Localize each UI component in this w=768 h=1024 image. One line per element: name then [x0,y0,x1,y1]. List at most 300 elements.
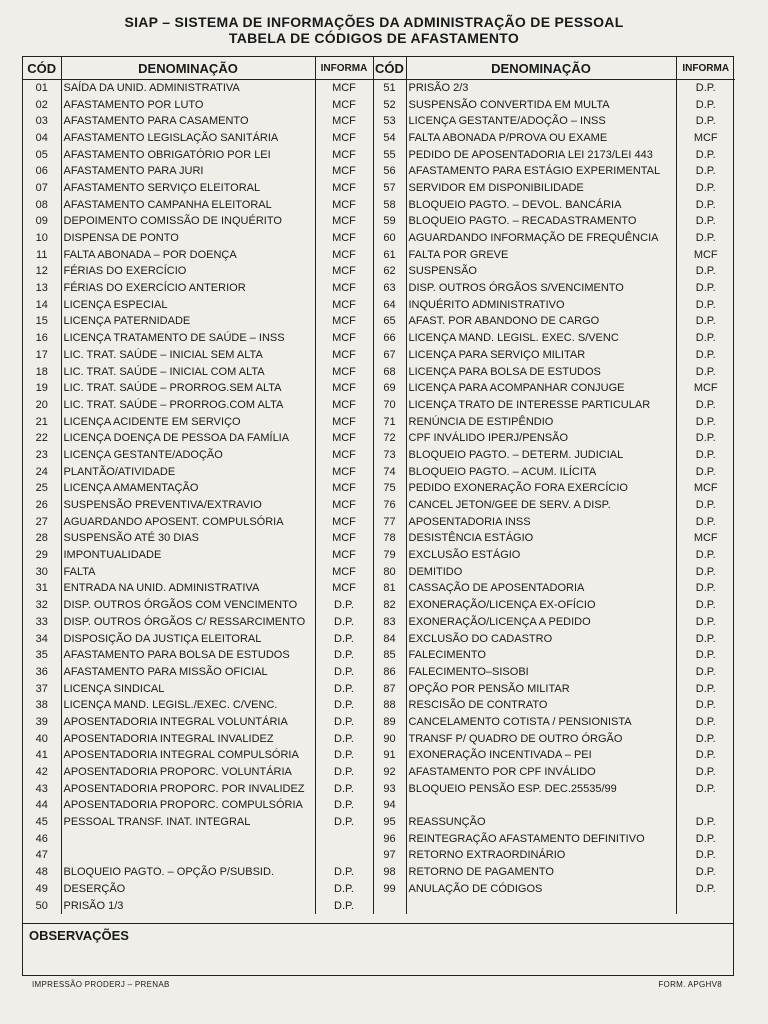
denominacao-right: FALTA ABONADA P/PROVA OU EXAME [406,130,676,147]
denominacao-left: FALTA [61,564,315,581]
informa-left: MCF [315,330,373,347]
code-right: 73 [373,447,406,464]
code-left: 48 [35,866,48,879]
code-left: 17 [35,348,48,361]
table-row [23,831,735,848]
informa-left: MCF [315,347,373,364]
code-left: 10 [35,232,48,245]
code-right: 64 [373,297,406,314]
code-right: 90 [373,731,406,748]
code-right: 81 [373,581,406,598]
table-row [23,581,735,598]
informa-left: MCF [315,514,373,531]
informa-right: D.P. [676,364,735,381]
denominacao-right: RETORNO EXTRAORDINÁRIO [406,848,676,865]
code-right: 56 [373,163,406,180]
table-header-row [23,57,735,80]
informa-right: D.P. [676,781,735,798]
code-right: 89 [373,714,406,731]
informa-right: D.P. [676,547,735,564]
informa-left: D.P. [315,681,373,698]
denominacao-right [406,798,676,815]
code-left: 36 [35,665,48,678]
code-right: 70 [373,397,406,414]
code-right: 68 [373,364,406,381]
denominacao-right: EXONERAÇÃO INCENTIVADA – PEI [406,748,676,765]
informa-right: D.P. [676,764,735,781]
table-row [23,247,735,264]
code-left: 26 [35,499,48,512]
denominacao-left: DEPOIMENTO COMISSÃO DE INQUÉRITO [61,214,315,231]
code-left: 05 [35,148,48,161]
informa-left: MCF [315,113,373,130]
denominacao-right: EXCLUSÃO DO CADASTRO [406,631,676,648]
code-left: 28 [35,532,48,545]
informa-right: D.P. [676,647,735,664]
code-left: 21 [35,415,48,428]
informa-right: D.P. [676,514,735,531]
informa-right: D.P. [676,430,735,447]
code-right: 97 [373,848,406,865]
denominacao-right: FALECIMENTO–SISOBI [406,664,676,681]
code-right: 55 [373,147,406,164]
denominacao-right: LICENÇA MAND. LEGISL. EXEC. S/VENC [406,330,676,347]
code-right: 61 [373,247,406,264]
informa-left: MCF [315,414,373,431]
code-left: 02 [35,98,48,111]
code-left: 01 [35,81,48,94]
table-row [23,714,735,731]
denominacao-right [406,898,676,915]
denominacao-right: SUSPENSÃO [406,264,676,281]
denominacao-left: AFASTAMENTO OBRIGATÓRIO POR LEI [61,147,315,164]
informa-right: MCF [676,380,735,397]
code-left: 27 [35,515,48,528]
informa-right: D.P. [676,197,735,214]
denominacao-left: PRISÃO 1/3 [61,898,315,915]
denominacao-right: EXONERAÇÃO/LICENÇA A PEDIDO [406,614,676,631]
table-row [23,414,735,431]
footer-printer: IMPRESSÃO PRODERJ – PRENAB [32,980,170,989]
informa-right: D.P. [676,414,735,431]
denominacao-left: LICENÇA MAND. LEGISL./EXEC. C/VENC. [61,697,315,714]
informa-right: D.P. [676,681,735,698]
code-left: 34 [35,632,48,645]
code-left: 45 [35,816,48,829]
informa-left: MCF [315,464,373,481]
denominacao-left: FÉRIAS DO EXERCÍCIO ANTERIOR [61,280,315,297]
denominacao-left: APOSENTADORIA INTEGRAL COMPULSÓRIA [61,748,315,765]
denominacao-left: APOSENTADORIA PROPORC. POR INVALIDEZ [61,781,315,798]
code-right: 91 [373,748,406,765]
code-right: 85 [373,647,406,664]
document-header [0,14,768,46]
table-row [23,764,735,781]
informa-right: D.P. [676,330,735,347]
denominacao-right: PEDIDO EXONERAÇÃO FORA EXERCÍCIO [406,481,676,498]
informa-left: MCF [315,564,373,581]
table-row [23,748,735,765]
table-row [23,614,735,631]
table-row [23,147,735,164]
code-left: 16 [35,332,48,345]
code-left: 33 [35,615,48,628]
denominacao-right: EXONERAÇÃO/LICENÇA EX-OFÍCIO [406,597,676,614]
informa-left: D.P. [315,731,373,748]
informa-left: MCF [315,497,373,514]
table-row [23,848,735,865]
denominacao-left: LICENÇA TRATAMENTO DE SAÚDE – INSS [61,330,315,347]
code-right: 54 [373,130,406,147]
denominacao-left: LIC. TRAT. SAÚDE – PRORROG.SEM ALTA [61,380,315,397]
informa-right: D.P. [676,180,735,197]
table-row [23,781,735,798]
denominacao-right: CASSAÇÃO DE APOSENTADORIA [406,581,676,598]
denominacao-left: AFASTAMENTO CAMPANHA ELEITORAL [61,197,315,214]
table-row [23,814,735,831]
denominacao-right: BLOQUEIO PENSÃO ESP. DEC.25535/99 [406,781,676,798]
informa-left: MCF [315,80,373,97]
table-row [23,364,735,381]
informa-left: MCF [315,97,373,114]
code-right: 71 [373,414,406,431]
code-right: 94 [373,798,406,815]
denominacao-left: APOSENTADORIA INTEGRAL VOLUNTÁRIA [61,714,315,731]
code-right: 96 [373,831,406,848]
informa-right: D.P. [676,581,735,598]
denominacao-right: CANCEL JETON/GEE DE SERV. A DISP. [406,497,676,514]
informa-left: MCF [315,430,373,447]
denominacao-left: AFASTAMENTO LEGISLAÇÃO SANITÁRIA [61,130,315,147]
informa-right: D.P. [676,731,735,748]
code-left: 09 [35,215,48,228]
informa-left: MCF [315,180,373,197]
denominacao-right: RESCISÃO DE CONTRATO [406,697,676,714]
denominacao-left: AFASTAMENTO PARA JURI [61,163,315,180]
informa-left: MCF [315,163,373,180]
table-row [23,80,735,97]
informa-left: MCF [315,397,373,414]
code-right: 72 [373,430,406,447]
code-right: 82 [373,597,406,614]
informa-left: D.P. [315,647,373,664]
informa-left: MCF [315,247,373,264]
table-row [23,214,735,231]
code-right: 52 [373,97,406,114]
table-row [23,798,735,815]
code-right: 84 [373,631,406,648]
informa-left: MCF [315,547,373,564]
denominacao-left: LICENÇA DOENÇA DE PESSOA DA FAMÍLIA [61,430,315,447]
table-row [23,697,735,714]
code-left: 47 [35,849,48,862]
system-title: SIAP – SISTEMA DE INFORMAÇÕES DA ADMINISTRAÇÃO DE PESSOAL [124,14,624,30]
code-left: 31 [35,582,48,595]
denominacao-right: RENÚNCIA DE ESTIPÊNDIO [406,414,676,431]
table-row [23,197,735,214]
code-right: 76 [373,497,406,514]
informa-left: D.P. [315,714,373,731]
code-left: 32 [35,599,48,612]
table-row [23,547,735,564]
denominacao-right: PEDIDO DE APOSENTADORIA LEI 2173/LEI 443 [406,147,676,164]
table-row [23,380,735,397]
informa-left: MCF [315,581,373,598]
denominacao-left: AFASTAMENTO SERVIÇO ELEITORAL [61,180,315,197]
denominacao-right: APOSENTADORIA INSS [406,514,676,531]
denominacao-right: LICENÇA TRATO DE INTERESSE PARTICULAR [406,397,676,414]
denominacao-right: BLOQUEIO PAGTO. – DETERM. JUDICIAL [406,447,676,464]
denominacao-right: PRISÃO 2/3 [406,80,676,97]
code-right: 63 [373,280,406,297]
informa-right: D.P. [676,147,735,164]
code-left: 44 [35,799,48,812]
informa-right: D.P. [676,447,735,464]
code-right: 77 [373,514,406,531]
denominacao-left: AFASTAMENTO PARA CASAMENTO [61,113,315,130]
code-left: 23 [35,448,48,461]
denominacao-right: LICENÇA PARA ACOMPANHAR CONJUGE [406,380,676,397]
denominacao-right: REASSUNÇÃO [406,814,676,831]
informa-right: D.P. [676,597,735,614]
denominacao-right: BLOQUEIO PAGTO. – ACUM. ILÍCITA [406,464,676,481]
code-left: 38 [35,699,48,712]
informa-left: D.P. [315,597,373,614]
denominacao-right: BLOQUEIO PAGTO. – RECADASTRAMENTO [406,214,676,231]
denominacao-left: DISPOSIÇÃO DA JUSTIÇA ELEITORAL [61,631,315,648]
denominacao-left [61,831,315,848]
denominacao-right: SUSPENSÃO CONVERTIDA EM MULTA [406,97,676,114]
table-row [23,180,735,197]
table-row [23,447,735,464]
denominacao-left: BLOQUEIO PAGTO. – OPÇÃO P/SUBSID. [61,864,315,881]
informa-left: D.P. [315,697,373,714]
code-left: 20 [35,398,48,411]
informa-right: D.P. [676,831,735,848]
denominacao-left: FALTA ABONADA – POR DOENÇA [61,247,315,264]
table-row [23,514,735,531]
code-left: 22 [35,432,48,445]
informa-right: D.P. [676,664,735,681]
code-right: 88 [373,697,406,714]
informa-left: D.P. [315,798,373,815]
denominacao-right: CANCELAMENTO COTISTA / PENSIONISTA [406,714,676,731]
denominacao-right: ANULAÇÃO DE CÓDIGOS [406,881,676,898]
code-left: 18 [35,365,48,378]
code-left: 41 [35,749,48,762]
informa-right: D.P. [676,113,735,130]
informa-right [676,898,735,915]
denominacao-left: SUSPENSÃO PREVENTIVA/EXTRAVIO [61,497,315,514]
table-row [23,280,735,297]
code-left: 42 [35,766,48,779]
table-row [23,631,735,648]
denominacao-left: DISP. OUTROS ÓRGÃOS C/ RESSARCIMENTO [61,614,315,631]
informa-left: D.P. [315,898,373,915]
informa-right: D.P. [676,881,735,898]
code-left: 29 [35,549,48,562]
informa-left: MCF [315,364,373,381]
code-right: 69 [373,380,406,397]
codes-table [23,57,735,914]
informa-right: D.P. [676,614,735,631]
denominacao-right: CPF INVÁLIDO IPERJ/PENSÃO [406,430,676,447]
code-right: 78 [373,531,406,548]
informa-right: D.P. [676,80,735,97]
code-left: 11 [36,248,48,261]
code-right: 65 [373,314,406,331]
header-denominacao-left: DENOMINAÇÃO [61,57,315,80]
table-row [23,664,735,681]
code-left: 13 [35,282,48,295]
table-row [23,481,735,498]
denominacao-left: PLANTÃO/ATIVIDADE [61,464,315,481]
code-left: 30 [35,565,48,578]
observations-label: OBSERVAÇÕES [29,928,129,943]
informa-left: D.P. [315,864,373,881]
table-row [23,647,735,664]
code-right: 79 [373,547,406,564]
denominacao-left: AFASTAMENTO POR LUTO [61,97,315,114]
denominacao-left: LIC. TRAT. SAÚDE – INICIAL SEM ALTA [61,347,315,364]
table-row [23,113,735,130]
code-right: 57 [373,180,406,197]
informa-left [315,831,373,848]
informa-left [315,848,373,865]
denominacao-left: APOSENTADORIA PROPORC. VOLUNTÁRIA [61,764,315,781]
footer-form-code: FORM. APGHV8 [658,980,722,989]
code-right: 92 [373,764,406,781]
code-left: 46 [35,832,48,845]
table-row [23,97,735,114]
denominacao-left: SUSPENSÃO ATÉ 30 DIAS [61,531,315,548]
denominacao-left: LIC. TRAT. SAÚDE – PRORROG.COM ALTA [61,397,315,414]
code-right: 62 [373,264,406,281]
informa-left: MCF [315,147,373,164]
code-right: 95 [373,814,406,831]
code-right: 98 [373,864,406,881]
informa-right: D.P. [676,314,735,331]
denominacao-left: LIC. TRAT. SAÚDE – INICIAL COM ALTA [61,364,315,381]
denominacao-left: LICENÇA GESTANTE/ADOÇÃO [61,447,315,464]
informa-right: D.P. [676,397,735,414]
denominacao-right: EXCLUSÃO ESTÁGIO [406,547,676,564]
informa-left: D.P. [315,764,373,781]
code-left: 40 [35,732,48,745]
code-left: 15 [35,315,48,328]
code-right: 58 [373,197,406,214]
table-row [23,430,735,447]
informa-left: D.P. [315,781,373,798]
denominacao-right: FALECIMENTO [406,647,676,664]
denominacao-left: FÉRIAS DO EXERCÍCIO [61,264,315,281]
codes-table-frame [22,56,734,976]
code-right: 80 [373,564,406,581]
informa-right: MCF [676,247,735,264]
informa-right: D.P. [676,347,735,364]
informa-right: MCF [676,130,735,147]
denominacao-right: RETORNO DE PAGAMENTO [406,864,676,881]
table-row [23,130,735,147]
denominacao-right: BLOQUEIO PAGTO. – DEVOL. BANCÁRIA [406,197,676,214]
informa-left: MCF [315,264,373,281]
code-left: 03 [35,115,48,128]
header-cod-left: CÓD [23,57,61,80]
code-right: 93 [373,781,406,798]
denominacao-left: SAÍDA DA UNID. ADMINISTRATIVA [61,80,315,97]
informa-right: D.P. [676,464,735,481]
denominacao-right: LICENÇA GESTANTE/ADOÇÃO – INSS [406,113,676,130]
informa-left: D.P. [315,631,373,648]
informa-left: MCF [315,314,373,331]
denominacao-left: APOSENTADORIA INTEGRAL INVALIDEZ [61,731,315,748]
informa-left: D.P. [315,664,373,681]
table-row [23,163,735,180]
table-row [23,864,735,881]
code-left: 07 [35,181,48,194]
table-row [23,347,735,364]
informa-right: D.P. [676,631,735,648]
code-right: 83 [373,614,406,631]
table-row [23,330,735,347]
table-row [23,397,735,414]
header-informa-left: INFORMA [315,57,373,80]
denominacao-left: APOSENTADORIA PROPORC. COMPULSÓRIA [61,798,315,815]
informa-right: D.P. [676,814,735,831]
denominacao-right: SERVIDOR EM DISPONIBILIDADE [406,180,676,197]
informa-left: D.P. [315,748,373,765]
denominacao-right: FALTA POR GREVE [406,247,676,264]
informa-right: D.P. [676,697,735,714]
code-left: 35 [35,649,48,662]
denominacao-right: LICENÇA PARA BOLSA DE ESTUDOS [406,364,676,381]
header-denominacao-right: DENOMINAÇÃO [406,57,676,80]
denominacao-left: ENTRADA NA UNID. ADMINISTRATIVA [61,581,315,598]
table-row [23,497,735,514]
table-body [23,80,735,915]
code-left: 50 [35,899,48,912]
code-right [373,898,406,915]
code-left: 24 [35,465,48,478]
code-right: 51 [373,80,406,97]
code-right: 86 [373,664,406,681]
denominacao-left: AFASTAMENTO PARA BOLSA DE ESTUDOS [61,647,315,664]
table-row [23,564,735,581]
table-row [23,264,735,281]
code-left: 06 [35,165,48,178]
denominacao-left: LICENÇA ACIDENTE EM SERVIÇO [61,414,315,431]
code-left: 12 [35,265,48,278]
denominacao-right: DESISTÊNCIA ESTÁGIO [406,531,676,548]
denominacao-left: LICENÇA SINDICAL [61,681,315,698]
denominacao-left: LICENÇA ESPECIAL [61,297,315,314]
code-right: 60 [373,230,406,247]
denominacao-left: LICENÇA PATERNIDADE [61,314,315,331]
informa-right: D.P. [676,564,735,581]
denominacao-right: INQUÉRITO ADMINISTRATIVO [406,297,676,314]
denominacao-right: AFASTAMENTO PARA ESTÁGIO EXPERIMENTAL [406,163,676,180]
observations-box [23,923,733,984]
denominacao-right: DEMITIDO [406,564,676,581]
informa-right: D.P. [676,214,735,231]
informa-left: MCF [315,197,373,214]
informa-left: MCF [315,447,373,464]
denominacao-right: DISP. OUTROS ÓRGÃOS S/VENCIMENTO [406,280,676,297]
denominacao-left: DESERÇÃO [61,881,315,898]
table-title: TABELA DE CÓDIGOS DE AFASTAMENTO [228,30,520,46]
code-left: 14 [35,298,48,311]
code-right: 74 [373,464,406,481]
